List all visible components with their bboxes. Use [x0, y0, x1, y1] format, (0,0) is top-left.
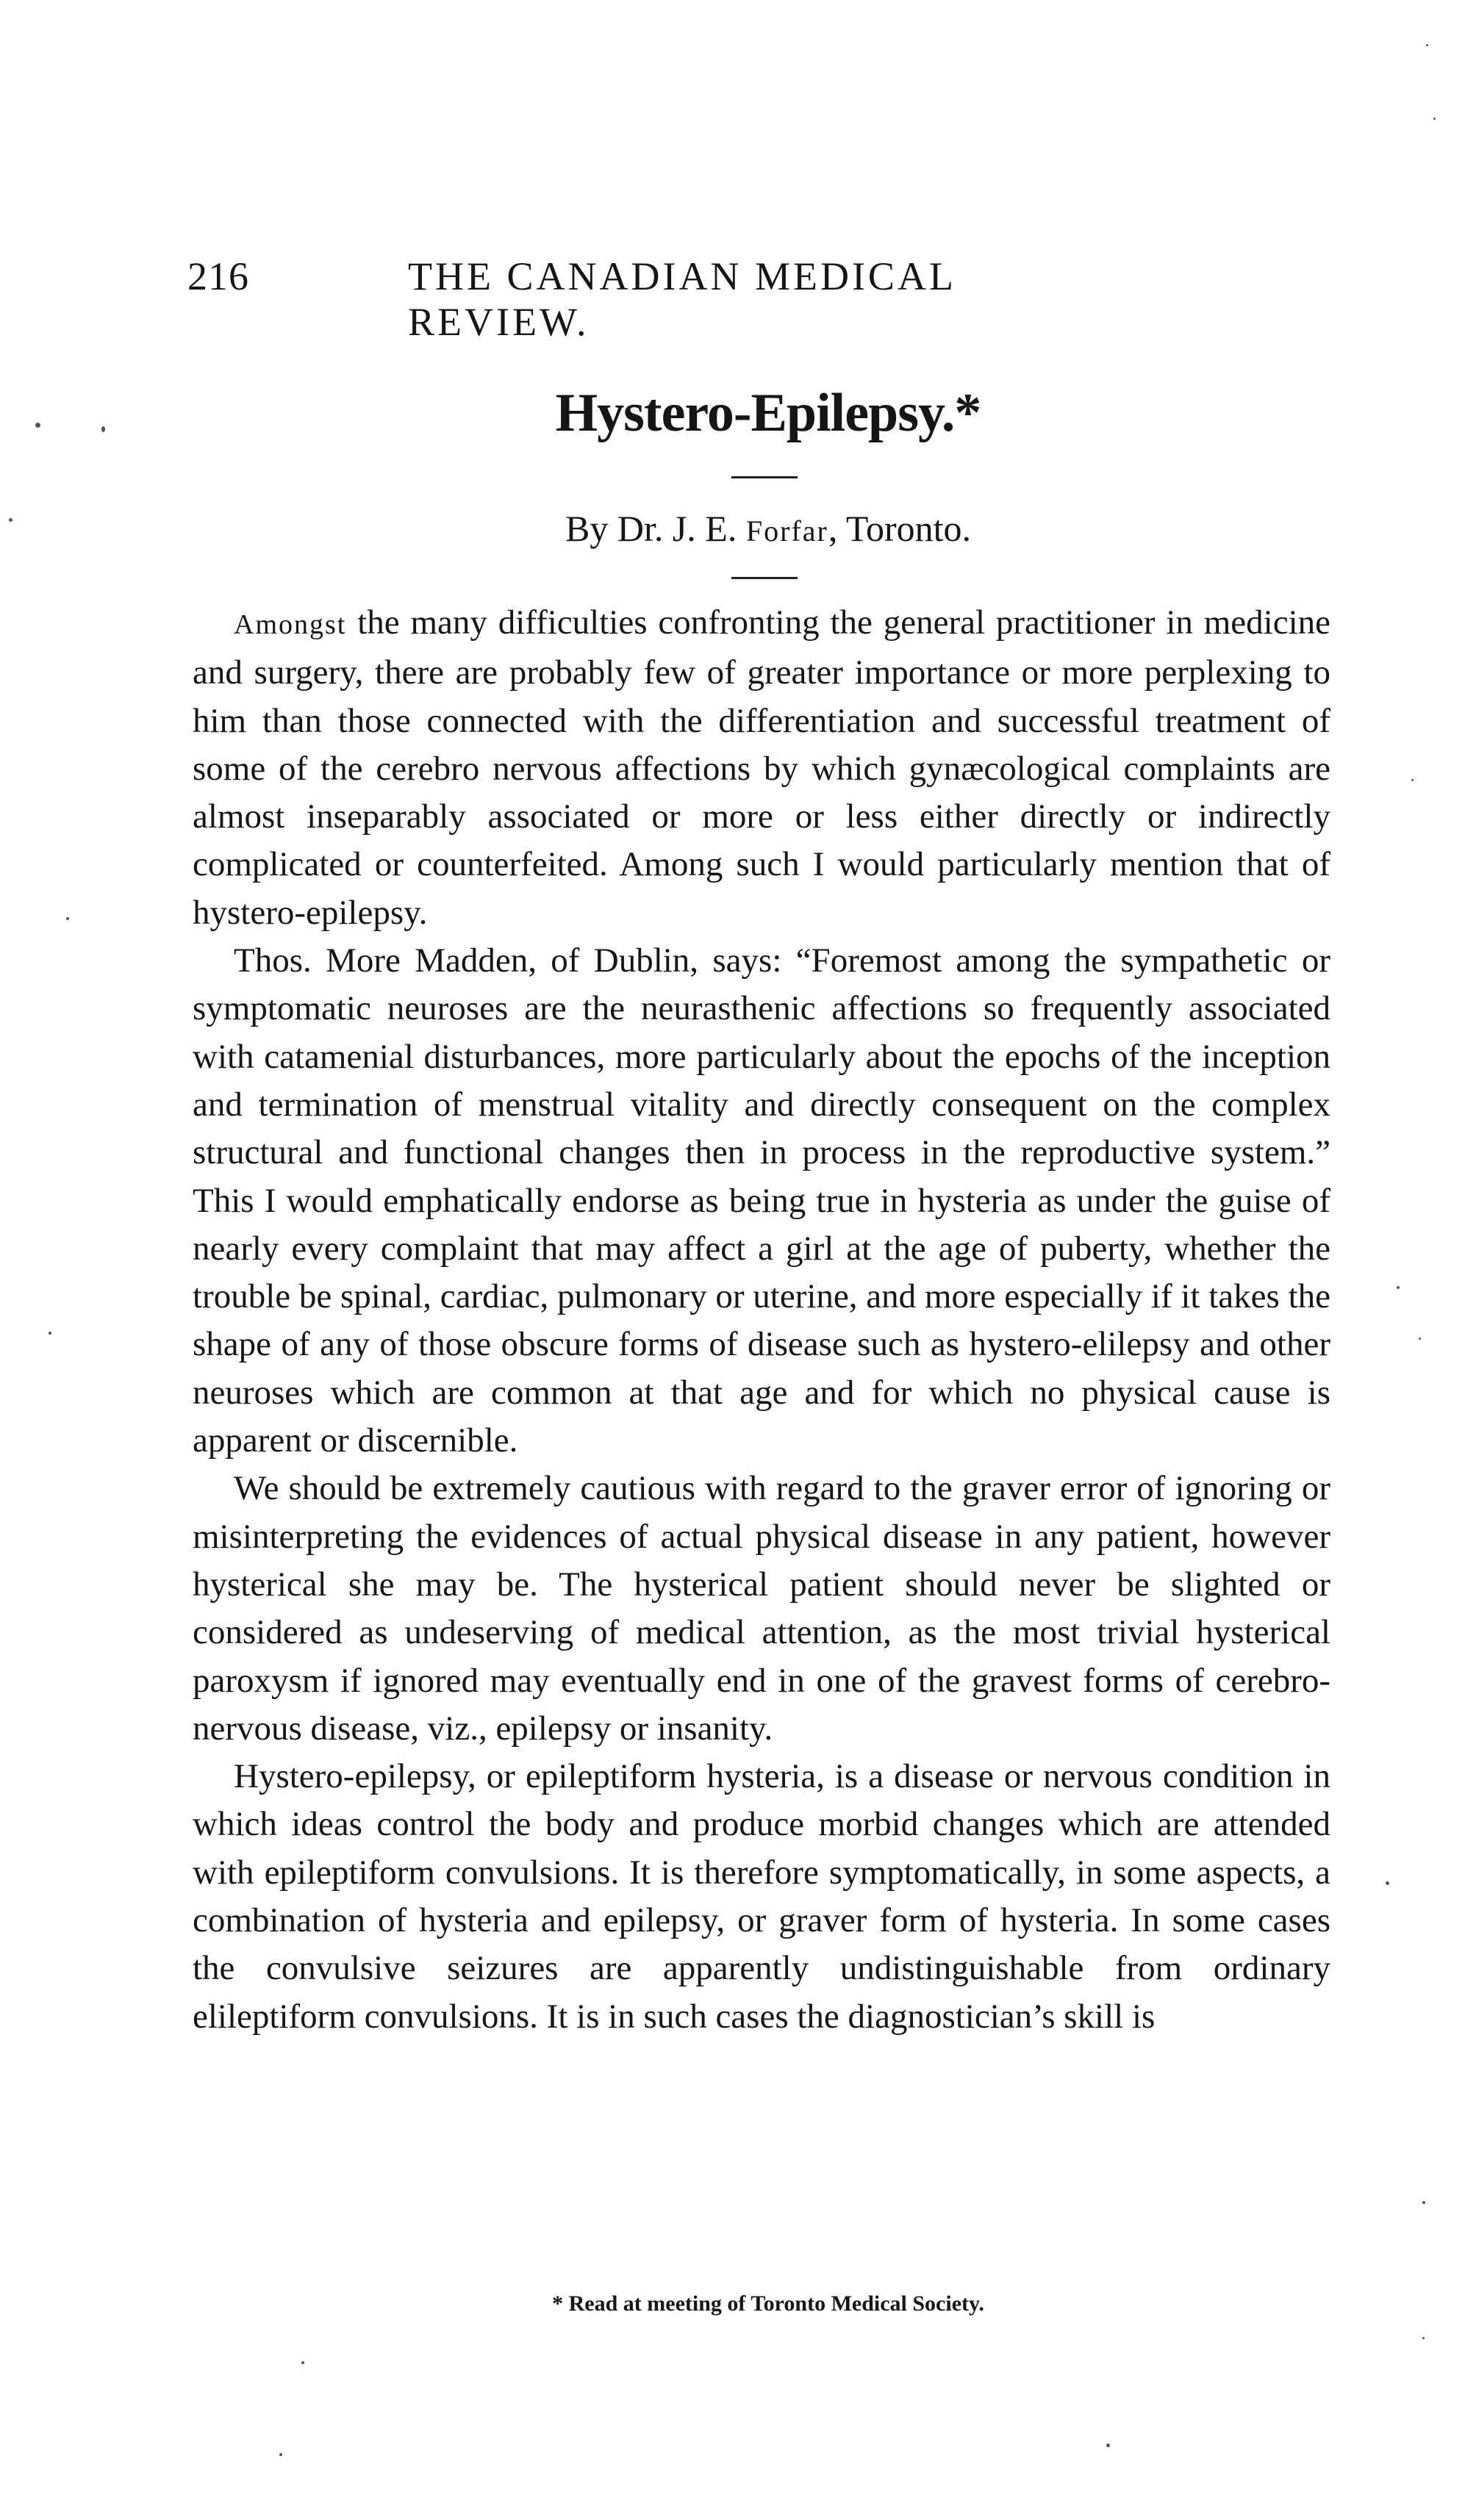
byline-name-part2: . J. E.: [653, 508, 746, 549]
scan-speck: [1411, 779, 1414, 781]
paragraph: [193, 937, 1330, 1465]
scan-speck: [1433, 118, 1436, 120]
paragraph-text: Thos. More Madden, of Dublin, says: “Foremost among the sympathetic or symptomatic neuroses are the neurasthenic affections so frequently associated with catamenial disturbances, more particularly about the epochs of the inception and termination of menstrual vitality and directly consequent on the complex structural and functional changes then in process in the reproductive system.” This I would emphatically endorse as being true in hysteria as under the guise of nearly every complaint that may affect a girl at the age of puberty, whether the trouble be spinal, cardiac, pulmonary or uterine, and more especially if it takes the shape of any of those obscure forms of disease such as hystero-elilepsy and other neuroses which are common at that age and for which no physical cause is apparent or discernible.: [193, 941, 1330, 1460]
scan-speck: [1422, 2201, 1425, 2204]
byline-rule: [731, 577, 798, 579]
byline: [0, 507, 1465, 550]
scan-speck: [1422, 2337, 1425, 2339]
scan-speck: [1106, 2444, 1110, 2447]
article-title: Hystero-Epilepsy.*: [555, 383, 981, 443]
paragraph-text: the many difficulties confronting the general practitioner in medicine and surgery, there are probably few of greater importance or more perplexing to him than those connected with the differentiation and successful treatment of some of the cerebro nervous affections by which gynæcological complaints are almost inseparably associated or more or less either directly or indirectly complicated or counterfeited. Among such I would particularly mention that of hystero-epilepsy.: [193, 603, 1330, 932]
scan-speck: [1426, 44, 1428, 46]
paragraph-lead-smallcaps: Amongst: [234, 609, 347, 640]
byline-prefix: By: [565, 508, 617, 549]
page-number: 216: [187, 254, 249, 298]
scan-speck: [301, 2361, 304, 2364]
paragraph: [193, 1753, 1330, 2041]
scan-speck: [101, 426, 105, 432]
journal-title: THE CANADIAN MEDICAL REVIEW.: [408, 254, 955, 344]
article-body: [193, 599, 1330, 2041]
paragraph: [193, 599, 1330, 937]
footnote: * Read at meeting of Toronto Medical Society.: [552, 2291, 984, 2316]
scan-speck: [9, 518, 12, 522]
paragraph: [193, 1465, 1330, 1753]
paragraph-text: Hystero-epilepsy, or epileptiform hysteria, is a disease or nervous condition in which ideas control the body and produce morbid changes which are attended with epileptiform convulsions. It is therefore symptomatically, in some aspects, a combination of hysteria and epilepsy, or graver form of hysteria. In some cases the convulsive seizures are apparently undistinguishable from ordinary elileptiform convulsions. It is in such cases the diagnostician’s skill is: [193, 1757, 1330, 2036]
title-rule: [731, 476, 798, 478]
byline-surname: Forfar: [745, 514, 828, 548]
scan-speck: [279, 2453, 282, 2456]
running-header: [187, 254, 1128, 344]
scan-speck: [1397, 1286, 1400, 1289]
scan-speck: [1419, 1338, 1421, 1340]
byline-suffix: , Toronto.: [828, 508, 972, 549]
scan-speck: [49, 1332, 51, 1335]
byline-name-part1: Dr: [617, 508, 654, 549]
paragraph-text: We should be extremely cautious with regard to the graver error of ignoring or misinterpreting the evidences of actual physical disease in any patient, however hysterical she may be. The hysterical patient should never be slighted or considered as undeserving of medical attention, as the most trivial hysterical paroxysm if ignored may eventually end in one of the gravest forms of cerebro-nervous disease, viz., epilepsy or insanity.: [193, 1469, 1330, 1748]
scan-speck: [35, 423, 40, 428]
scan-speck: [1386, 1881, 1389, 1885]
scan-speck: [66, 917, 69, 920]
